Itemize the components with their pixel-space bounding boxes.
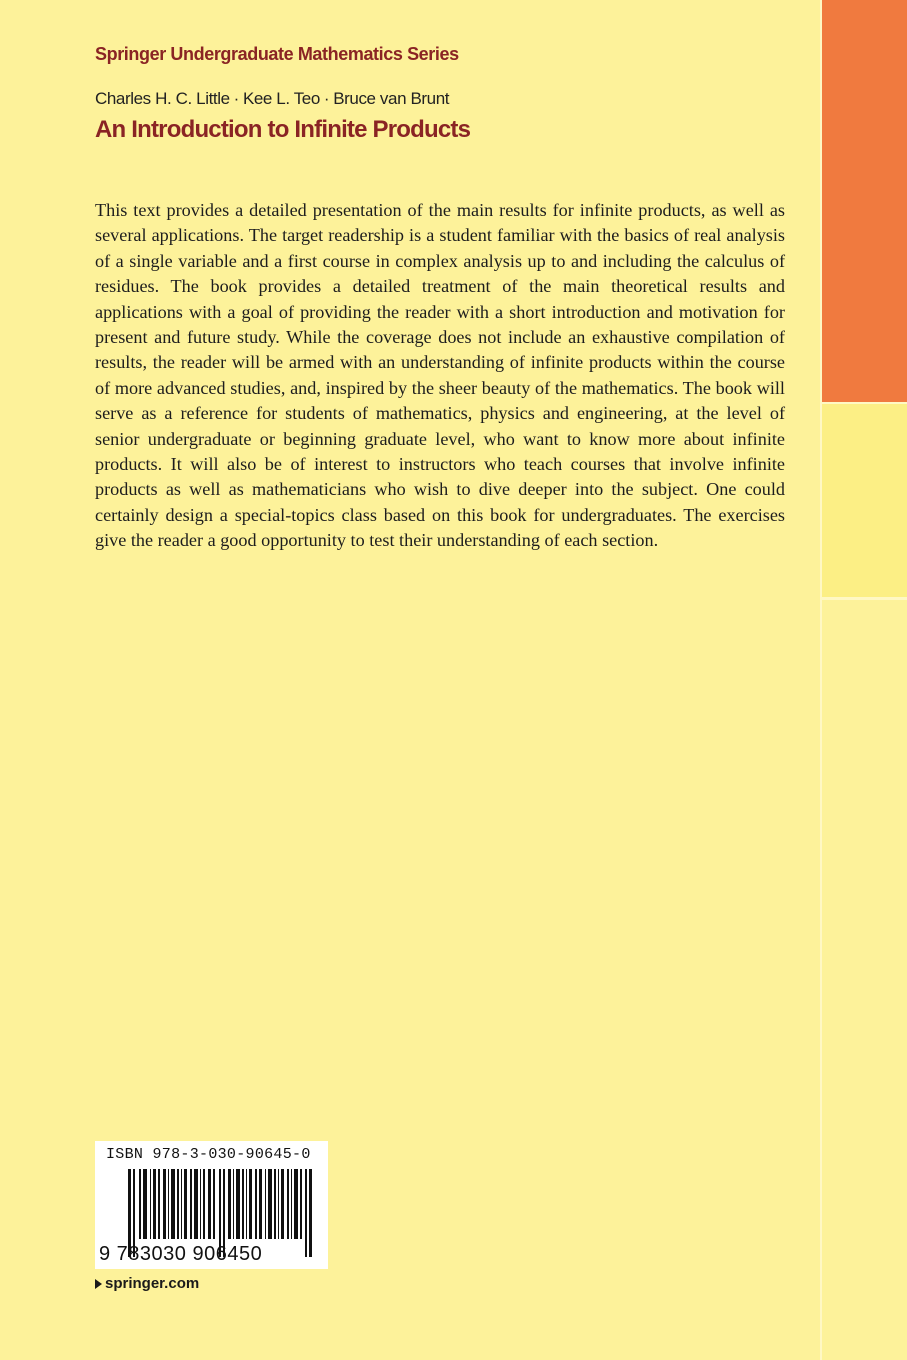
series-name: Springer Undergraduate Mathematics Series: [95, 44, 459, 64]
book-title: An Introduction to Infinite Products: [95, 116, 471, 143]
author-name: Kee L. Teo: [242, 89, 320, 108]
author-name: Bruce van Brunt: [333, 89, 450, 108]
arrow-right-icon: [95, 1279, 102, 1289]
strip-low-block: [822, 600, 907, 1360]
isbn-label: ISBN 978-3-030-90645-0: [106, 1146, 311, 1163]
author-separator: ·: [323, 89, 330, 108]
side-color-strip: [822, 0, 907, 1360]
author-name: Charles H. C. Little: [95, 89, 230, 108]
author-separator: ·: [233, 89, 239, 108]
author-list: [95, 89, 449, 109]
publisher-url: springer.com: [105, 1275, 200, 1292]
strip-mid-block: [822, 404, 907, 597]
publisher-link[interactable]: [95, 1275, 199, 1292]
strip-orange-block: [822, 0, 907, 402]
barcode-digits: 9 783030 906450: [99, 1243, 263, 1265]
book-description: This text provides a detailed presentation of the main results for infinite products, as well as several applications. The target readership is a student familiar with the basics of real analysis of a single variable and a first course in complex analysis up to and including the calculus of residues. The book provides a detailed treatment of the main theoretical results and applications with a goal of providing the reader with a short introduction and motivation for present and future study. While the coverage does not include an exhaustive compilation of results, the reader will be armed with an understanding of infinite products within the course of more advanced studies, and, inspired by the sheer beauty of the mathematics. The book will serve as a reference for students of mathematics, physics and engineering, at the level of senior undergraduate or beginning graduate level, who want to know more about infinite products. It will also be of interest to instructors who teach courses that involve infinite products as well as mathematicians who wish to dive deeper into the subject. One could certainly design a special-topics class based on this book for undergraduates. The exercises give the reader a good opportunity to test their understanding of each section.: [95, 200, 785, 551]
isbn-barcode-box: [95, 1141, 328, 1269]
